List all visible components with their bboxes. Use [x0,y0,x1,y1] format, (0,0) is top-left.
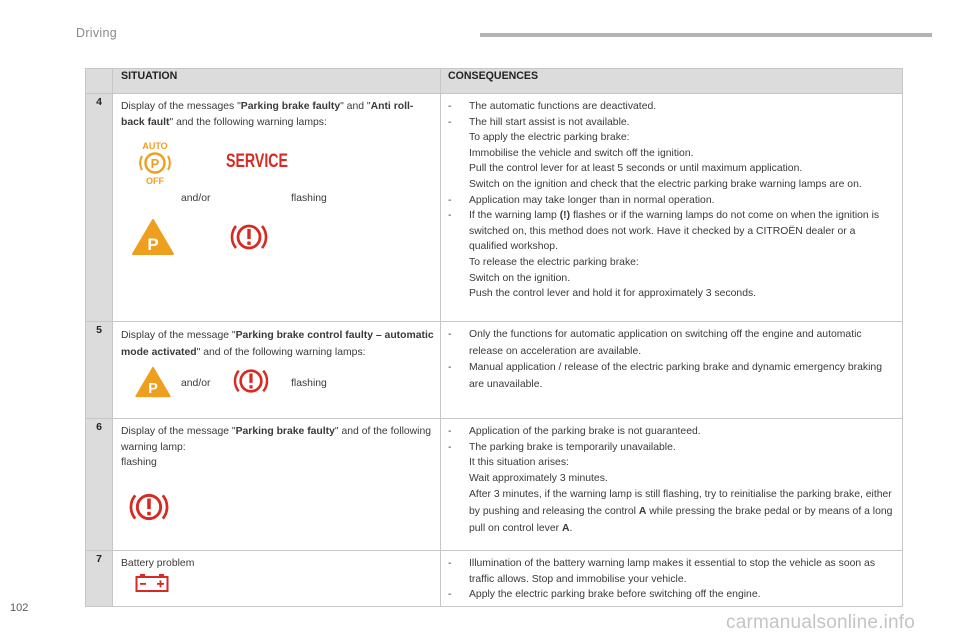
list-item: Switch on the ignition. [469,272,571,284]
situation-cell [113,94,441,322]
row-number: 5 [86,322,113,419]
header-num-cell [86,69,113,94]
table-row [86,551,903,607]
table-row [86,322,903,419]
off-label: OFF [146,176,164,187]
header-consequences: CONSEQUENCES [441,69,903,94]
section-title: Driving [76,26,117,40]
flashing-label: flashing [291,378,327,389]
table-row [86,94,903,322]
auto-label: AUTO [142,141,168,152]
situation-cell [113,322,441,419]
row-number: 6 [86,419,113,551]
header-rule [480,33,932,37]
row-number: 7 [86,551,113,607]
consequences-cell [441,419,903,551]
list-item: - Only the functions for automatic application on switching off the engine and automatic release on acceleration are available. [448,329,862,357]
list-item: To release the electric parking brake: [469,256,639,268]
and-or-label: and/or [181,193,211,205]
table-header-row [86,69,903,94]
list-item: Push the control lever and hold it for approximately 3 seconds. [469,288,757,300]
list-item: - The automatic functions are deactivated. [448,101,657,112]
warning-table [85,68,903,607]
p-label: P [150,156,160,172]
list-item: - If the warning lamp (!) flashes or if the warning lamps do not come on when the ignition is switched on, this method does not work. Have it checked by a CITROËN dealer or a qualified workshop. [448,210,880,253]
situation-cell [113,419,441,551]
list-item: - Application of the parking brake is not guaranteed. [448,426,701,437]
situation-text: Battery problem [121,558,195,569]
list-item: - Illumination of the battery warning lamp makes it essential to stop the vehicle as soon as traffic allows. Stop and immobilise your vehicle. [448,558,876,585]
flashing-label: flashing [291,193,327,205]
table-row [86,419,903,551]
auto-p-off-icon [135,140,175,186]
list-item: Switch on the ignition and check that the electric parking brake warning lamps are on. [469,178,862,190]
flashing-label: flashing [121,457,157,469]
consequences-cell [441,322,903,419]
situation-text: Display of the messages "Parking brake faulty" and "Anti roll-back fault" and the following warning lamps: [121,101,414,128]
service-label: SERVICE [226,151,288,173]
list-item: - The hill start assist is not available. [448,116,630,128]
list-item: To apply the electric parking brake: [469,132,630,144]
header-situation: SITUATION [113,69,441,94]
list-item: - The parking brake is temporarily unavailable. [448,441,676,453]
list-item: - Application may take longer than in normal operation. [448,194,715,206]
and-or-label: and/or [181,378,211,389]
list-item: - Apply the electric parking brake before switching off the engine. [448,589,761,601]
list-item: Immobilise the vehicle and switch off the ignition. [469,147,694,159]
list-item: After 3 minutes, if the warning lamp is still flashing, try to reinitialise the parking brake, either by pushing and releasing the control A while pressing the brake pedal or by means of a long pull on control lever A. [469,489,893,535]
list-item: - Manual application / release of the electric parking brake and dynamic emergency braking are unavailable. [448,362,882,390]
svg-text:P: P [147,235,159,255]
situation-text: Display of the message "Parking brake control faulty – automatic mode activated" and of the following warning lamps: [121,330,434,358]
parking-warning-icon [131,218,175,256]
page-number: 102 [10,602,29,614]
situation-text: Display of the message "Parking brake faulty" and of the following warning lamp: [121,426,432,453]
list-item: Pull the control lever for at least 5 seconds or until maximum application. [469,163,803,175]
situation-cell [113,551,441,607]
watermark: carmanualsonline.info [726,612,916,633]
list-item: Wait approximately 3 minutes. [469,472,608,484]
brake-fault-icon [231,365,271,397]
consequences-cell [441,551,903,607]
svg-text:P: P [148,380,158,397]
brake-fault-icon [127,489,171,525]
consequences-cell [441,94,903,322]
brake-fault-icon [229,220,269,254]
service-icon [225,148,289,172]
battery-icon [135,573,169,593]
parking-warning-icon [131,366,175,398]
row-number: 4 [86,94,113,322]
list-item: It this situation arises: [469,457,569,469]
